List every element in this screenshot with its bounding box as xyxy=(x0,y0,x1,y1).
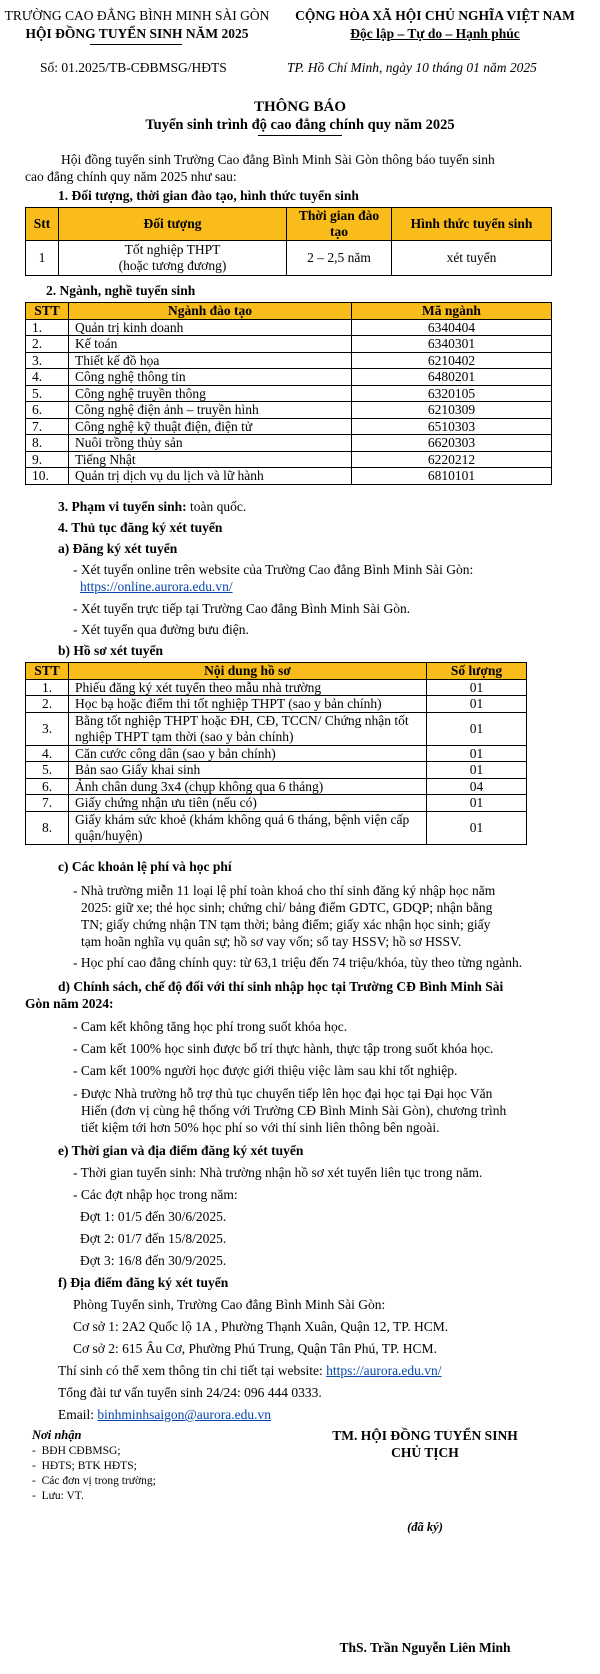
col-code: Mã ngành xyxy=(352,303,552,320)
subsection-c-heading: c) Các khoản lệ phí và học phí xyxy=(58,859,232,874)
major-code-cell: 6210402 xyxy=(352,352,552,369)
major-code-cell: 6620303 xyxy=(352,435,552,452)
quantity-cell: 01 xyxy=(427,696,527,713)
table-row xyxy=(26,385,552,402)
list-item: - Lưu: VT. xyxy=(32,1490,84,1502)
method-cell: xét tuyển xyxy=(392,241,552,276)
stt-cell: 5. xyxy=(26,762,69,779)
quantity-cell: 01 xyxy=(427,762,527,779)
transfer-support-item: - Được Nhà trường hỗ trợ thủ tục chuyển tiếp lên học đại học tại Đại học Văn Hiến (đơn vị cùng hệ thống với Trường CĐ Bình Minh Sài Gòn), chương trình tiết kiệm tới hơn 50% học phí so với thí sinh liên thông bên ngoài. xyxy=(73,1086,507,1135)
major-name-cell: Kế toán xyxy=(69,336,352,353)
campus-1-address: Cơ sở 1: 2A2 Quốc lộ 1A , Phường Thạnh Xuân, Quận 12, TP. HCM. xyxy=(73,1319,449,1334)
commitment-item: - Cam kết 100% người học được giới thiệu việc làm sau khi tốt nghiệp. xyxy=(73,1063,458,1078)
major-name-cell: Tiếng Nhật xyxy=(69,451,352,468)
list-item: - HĐTS; BTK HĐTS; xyxy=(32,1460,137,1472)
table-row xyxy=(26,336,552,353)
major-name-cell: Quản trị kinh doanh xyxy=(69,319,352,336)
register-direct-item: - Xét tuyển trực tiếp tại Trường Cao đẳng Bình Minh Sài Gòn. xyxy=(73,601,411,616)
stt-cell: 9. xyxy=(26,451,69,468)
tuition-item: - Học phí cao đẳng chính quy: từ 63,1 triệu đến 74 triệu/khóa, tùy theo từng ngành. xyxy=(73,955,523,970)
major-code-cell: 6340404 xyxy=(352,319,552,336)
admission-rounds-label: - Các đợt nhập học trong năm: xyxy=(73,1187,238,1202)
section-1-heading: 1. Đối tượng, thời gian đào tạo, hình thức tuyển sinh xyxy=(58,188,359,203)
place-date: TP. Hồ Chí Minh, ngày 10 tháng 01 năm 2025 xyxy=(287,60,537,75)
stt-cell: 1. xyxy=(26,679,69,696)
admission-round-1: Đợt 1: 01/5 đến 30/6/2025. xyxy=(80,1209,227,1224)
table-row xyxy=(26,418,552,435)
website-line: Thí sinh có thể xem thông tin chi tiết tại website: https://aurora.edu.vn/ xyxy=(58,1363,442,1378)
signatory-role: CHỦ TỊCH xyxy=(391,1445,459,1460)
section-3: 3. Phạm vi tuyển sinh: toàn quốc. xyxy=(58,499,247,514)
stt-cell: 8. xyxy=(26,811,69,844)
quantity-cell: 01 xyxy=(427,795,527,812)
quantity-cell: 01 xyxy=(427,745,527,762)
table-row xyxy=(26,451,552,468)
stt-cell: 7. xyxy=(26,795,69,812)
commitment-item: - Cam kết 100% học sinh được bố trí thực hành, thực tập trong suốt khóa học. xyxy=(73,1041,494,1056)
major-name-cell: Công nghệ thông tin xyxy=(69,369,352,386)
stt-cell: 1. xyxy=(26,319,69,336)
major-code-cell: 6810101 xyxy=(352,468,552,485)
table-header-row xyxy=(26,208,552,241)
stt-cell: 6. xyxy=(26,402,69,419)
online-link[interactable]: https://online.aurora.edu.vn/ xyxy=(80,579,233,594)
major-name-cell: Công nghệ kỹ thuật điện, điện tử xyxy=(69,418,352,435)
register-online-item: - Xét tuyển online trên website của Trường Cao đẳng Bình Minh Sài Gòn: xyxy=(73,562,474,577)
document-cell: Giấy khám sức khoẻ (khám không quá 6 tháng, bệnh viện cấp quận/huyện) xyxy=(69,811,427,844)
table-row xyxy=(26,811,527,844)
signer-name: ThS. Trần Nguyễn Liên Minh xyxy=(339,1640,511,1655)
col-stt: STT xyxy=(26,303,69,320)
subsection-a-heading: a) Đăng ký xét tuyển xyxy=(58,541,178,556)
stt-cell: 4. xyxy=(26,369,69,386)
hotline-line: Tổng đài tư vấn tuyển sinh 24/24: 096 444 0333. xyxy=(58,1385,322,1400)
stt-cell: 2. xyxy=(26,336,69,353)
stt-cell: 6. xyxy=(26,778,69,795)
stt-cell: 10. xyxy=(26,468,69,485)
register-post-item: - Xét tuyển qua đường bưu điện. xyxy=(73,622,249,637)
major-name-cell: Công nghệ truyền thông xyxy=(69,385,352,402)
subsection-d-heading-line-2: Gòn năm 2024: xyxy=(25,996,114,1011)
admission-round-2: Đợt 2: 01/7 đến 15/8/2025. xyxy=(80,1231,227,1246)
fee-exemption-item: - Nhà trường miễn 11 loại lệ phí toàn khoá cho thí sinh đăng ký nhập học năm 2025: giữ xe; thẻ học sinh; chứng chỉ/ bảng điểm GDTC, GDQP; nhận bằng TN; giấy chứng nhận TN tạm thời; bảng điểm; giấy xác nhận học sinh; giấy tạm hoãn nghĩa vụ quân sự; hồ sơ vay vốn; sổ tay HSSV; hồ sơ HSSV. xyxy=(73,883,496,949)
table-row xyxy=(26,241,552,276)
title-underline xyxy=(258,135,342,136)
list-item: - Các đơn vị trong trường; xyxy=(32,1475,156,1487)
stt-cell: 1 xyxy=(26,241,59,276)
col-qty: Số lượng xyxy=(427,663,527,680)
table-row xyxy=(26,762,527,779)
col-stt: STT xyxy=(26,663,69,680)
col-target: Đối tượng xyxy=(59,208,287,241)
admission-office: Phòng Tuyển sinh, Trường Cao đẳng Bình Minh Sài Gòn: xyxy=(73,1297,386,1312)
table-row xyxy=(26,319,552,336)
document-cell: Học bạ hoặc điểm thi tốt nghiệp THPT (sao y bản chính) xyxy=(69,696,427,713)
stt-cell: 3. xyxy=(26,352,69,369)
major-name-cell: Thiết kế đồ họa xyxy=(69,352,352,369)
document-cell: Giấy chứng nhận ưu tiên (nếu có) xyxy=(69,795,427,812)
document-cell: Bản sao Giấy khai sinh xyxy=(69,762,427,779)
stt-cell: 8. xyxy=(26,435,69,452)
country-name: CỘNG HÒA XÃ HỘI CHỦ NGHĨA VIỆT NAM xyxy=(295,8,575,23)
header-underline-left xyxy=(90,44,182,45)
website-link[interactable]: https://aurora.edu.vn/ xyxy=(326,1363,442,1378)
subsection-e-heading: e) Thời gian và địa điểm đăng ký xét tuyển xyxy=(58,1143,304,1158)
stt-cell: 4. xyxy=(26,745,69,762)
stt-cell: 2. xyxy=(26,696,69,713)
section-2-heading: 2. Ngành, nghề tuyển sinh xyxy=(46,283,196,298)
table-row xyxy=(26,745,527,762)
recipients-list xyxy=(32,1444,156,1504)
quantity-cell: 01 xyxy=(427,712,527,745)
major-code-cell: 6210309 xyxy=(352,402,552,419)
commitment-item: - Cam kết không tăng học phí trong suốt khóa học. xyxy=(73,1019,348,1034)
admission-round-3: Đợt 3: 16/8 đến 30/9/2025. xyxy=(80,1253,227,1268)
documents-table xyxy=(25,662,527,845)
subsection-b-heading: b) Hồ sơ xét tuyển xyxy=(58,643,163,658)
major-code-cell: 6510303 xyxy=(352,418,552,435)
table-row xyxy=(26,468,552,485)
council-name: HỘI ĐỒNG TUYỂN SINH NĂM 2025 xyxy=(25,26,249,41)
subsection-f-heading: f) Địa điểm đăng ký xét tuyển xyxy=(58,1275,229,1290)
document-cell: Căn cước công dân (sao y bản chính) xyxy=(69,745,427,762)
recipients-label: Nơi nhận xyxy=(32,1428,82,1442)
table-row xyxy=(26,795,527,812)
table-row xyxy=(26,435,552,452)
majors-table xyxy=(25,302,552,485)
document-cell: Ảnh chân dung 3x4 (chụp không qua 6 tháng) xyxy=(69,778,427,795)
quantity-cell: 04 xyxy=(427,778,527,795)
major-name-cell: Quản trị dịch vụ du lịch và lữ hành xyxy=(69,468,352,485)
email-line: Email: binhminhsaigon@aurora.edu.vn xyxy=(58,1407,272,1422)
intro-line-1: Hội đồng tuyển sinh Trường Cao đẳng Bình Minh Sài Gòn thông báo tuyển sinh xyxy=(61,152,495,167)
subsection-d-heading-line-1: d) Chính sách, chế độ đối với thí sinh nhập học tại Trường CĐ Bình Minh Sài xyxy=(58,979,504,994)
motto: Độc lập – Tự do – Hạnh phúc xyxy=(350,26,520,41)
stt-cell: 5. xyxy=(26,385,69,402)
signatory-title: TM. HỘI ĐỒNG TUYỂN SINH xyxy=(332,1428,518,1443)
email-link[interactable]: binhminhsaigon@aurora.edu.vn xyxy=(97,1407,272,1422)
signed-note: (đã ký) xyxy=(407,1520,443,1534)
quantity-cell: 01 xyxy=(427,811,527,844)
list-item: - BĐH CĐBMSG; xyxy=(32,1445,121,1457)
col-method: Hình thức tuyển sinh xyxy=(392,208,552,241)
col-major: Ngành đào tạo xyxy=(69,303,352,320)
section-4-heading: 4. Thủ tục đăng ký xét tuyển xyxy=(58,520,223,535)
document-number: Số: 01.2025/TB-CĐBMSG/HĐTS xyxy=(40,60,227,75)
stt-cell: 7. xyxy=(26,418,69,435)
major-code-cell: 6320105 xyxy=(352,385,552,402)
major-code-cell: 6480201 xyxy=(352,369,552,386)
intro-line-2: cao đẳng chính quy năm 2025 như sau: xyxy=(25,169,237,184)
col-duration: Thời gian đào tạo xyxy=(287,208,392,241)
major-name-cell: Công nghệ điện ảnh – truyền hình xyxy=(69,402,352,419)
table-header-row xyxy=(26,663,527,680)
quantity-cell: 01 xyxy=(427,679,527,696)
stt-cell: 3. xyxy=(26,712,69,745)
admission-time-item: - Thời gian tuyển sinh: Nhà trường nhận hồ sơ xét tuyển liên tục trong năm. xyxy=(73,1165,483,1180)
table-row xyxy=(26,679,527,696)
duration-cell: 2 – 2,5 năm xyxy=(287,241,392,276)
table-row xyxy=(26,402,552,419)
document-cell: Phiếu đăng ký xét tuyển theo mẫu nhà trường xyxy=(69,679,427,696)
campus-2-address: Cơ sở 2: 615 Âu Cơ, Phường Phú Trung, Quận Tân Phú, TP. HCM. xyxy=(73,1341,437,1356)
major-code-cell: 6340301 xyxy=(352,336,552,353)
target-table xyxy=(25,207,552,276)
col-stt: Stt xyxy=(26,208,59,241)
major-code-cell: 6220212 xyxy=(352,451,552,468)
document-cell: Bằng tốt nghiệp THPT hoặc ĐH, CĐ, TCCN/ Chứng nhận tốt nghiệp THPT tạm thời (sao y bản chính) xyxy=(69,712,427,745)
school-name: TRƯỜNG CAO ĐẲNG BÌNH MINH SÀI GÒN xyxy=(4,8,270,23)
major-name-cell: Nuôi trồng thủy sản xyxy=(69,435,352,452)
table-row xyxy=(26,369,552,386)
table-row xyxy=(26,352,552,369)
col-content: Nội dung hồ sơ xyxy=(69,663,427,680)
table-header-row xyxy=(26,303,552,320)
document-subtitle: Tuyển sinh trình độ cao đẳng chính quy năm 2025 xyxy=(145,117,455,133)
table-row xyxy=(26,696,527,713)
target-cell: Tốt nghiệp THPT (hoặc tương đương) xyxy=(59,241,287,276)
document-title: THÔNG BÁO xyxy=(253,99,347,115)
table-row xyxy=(26,778,527,795)
table-row xyxy=(26,712,527,745)
